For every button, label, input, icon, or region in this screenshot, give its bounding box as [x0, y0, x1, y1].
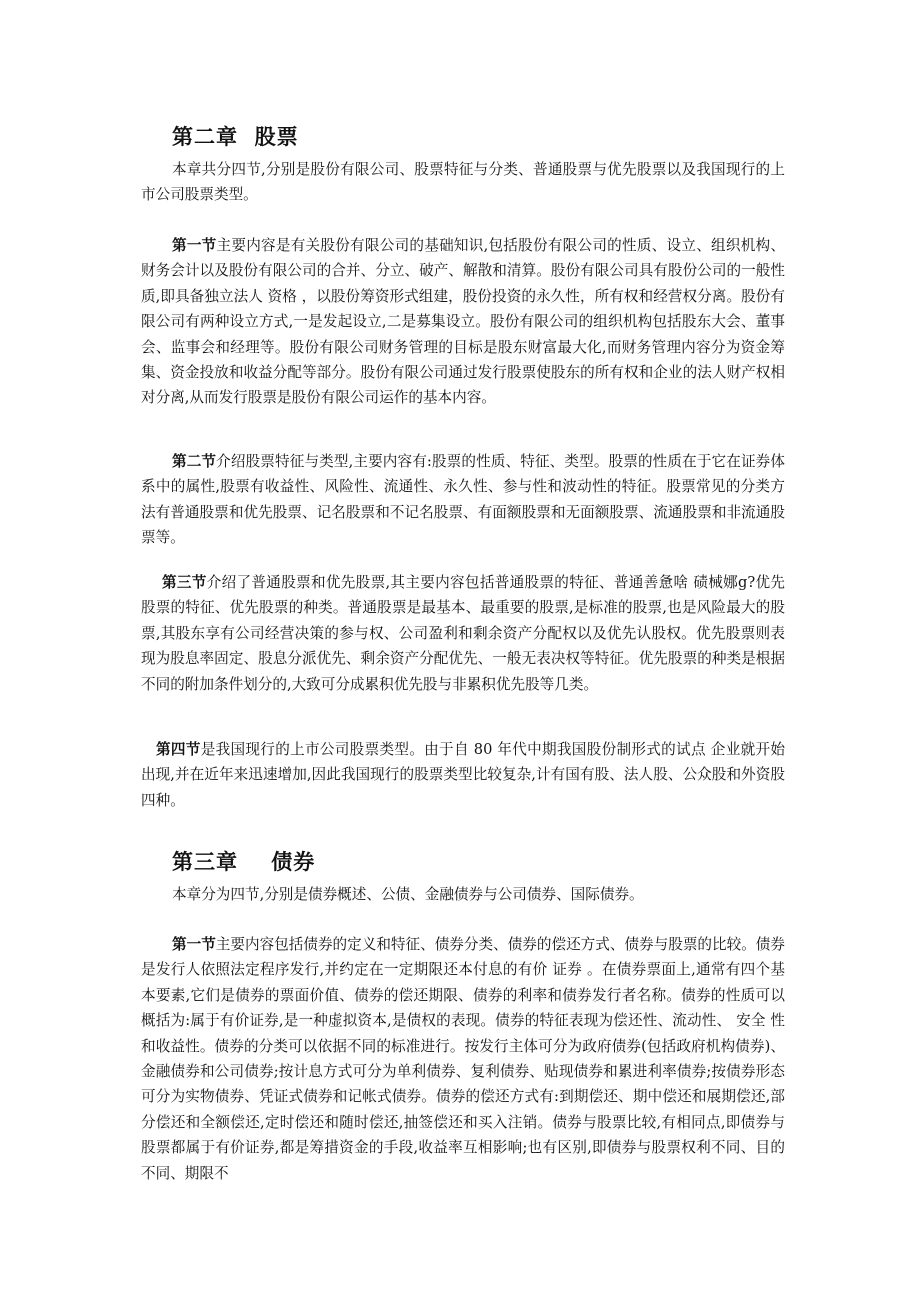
chapter-3-title: 第三章 债券: [172, 850, 316, 874]
section-lead: 第四节: [156, 741, 201, 758]
section-text: 是我国现行的上市公司股票类型。由于自 80 年代中期我国股份制形式的试点 企业就开始出现,并在近年来迅速增加,因此我国现行的股票类型比较复杂,计有国有股、法人股、公众股和外资股四种。: [141, 741, 785, 809]
chapter-3-section-1: [141, 932, 785, 1186]
chapter-2-section-2: [141, 449, 785, 551]
section-lead: 第三节: [162, 574, 207, 591]
chapter-2-title: 第二章 股票: [172, 125, 299, 149]
section-lead: 第二节: [172, 453, 217, 470]
section-text: 主要内容包括债券的定义和特征、债券分类、债券的偿还方式、债券与股票的比较。债券是发行人依照法定程序发行,并约定在一定期限还本付息的有价 证券 。在债券票面上,通常有四个基本要素,它们是债券的票面价值、债券的偿还期限、债券的利率和债券发行者名称。债券的性质可以概括为:属于有价证券,是一种虚拟资本,是债权的表现。债券的特征表现为偿还性、流动性、 安全 性和收益性。债券的分类可以依据不同的标准进行。按发行主体可分为政府债券(包括政府机构债券)、金融债券和公司债券;按计息方式可分为单利债券、复利债券、贴现债券和累进利率债券;按债券形态可分为实物债券、凭证式债券和记帐式债券。债券的偿还方式有:到期偿还、期中偿还和展期偿还,部分偿还和全额偿还,定时偿还和随时偿还,抽签偿还和买入注销。债券与股票比较,有相同点,即债券与股票都属于有价证券,都是筹措资金的手段,收益率互相影响;也有区别,即债券与股票权利不同、目的不同、期限不: [141, 936, 785, 1182]
section-text: 主要内容是有关股份有限公司的基础知识,包括股份有限公司的性质、设立、组织机构、财务会计以及股份有限公司的合并、分立、破产、解散和清算。股份有限公司具有股份公司的一般性质,即具备独立法人 资格 ，以股份筹资形式组建，股份投资的永久性，所有权和经营权分离。股份有限公司有两种设立方式,一是发起设立,二是募集设立。股份有限公司的组织机构包括股东大会、董事会、监事会和经理等。股份有限公司财务管理的目标是股东财富最大化,而财务管理内容分为资金筹集、资金投放和收益分配等部分。股份有限公司通过发行股票使股东的所有权和企业的法人财产权相对分离,从而发行股票是股份有限公司运作的基本内容。: [141, 237, 785, 407]
section-text: 介绍股票特征与类型,主要内容有:股票的性质、特征、类型。股票的性质在于它在证券体系中的属性,股票有收益性、风险性、流通性、永久性、参与性和波动性的特征。股票常见的分类方法有普通股票和优先股票、记名股票和不记名股票、有面额股票和无面额股票、流通股票和非流通股票等。: [141, 453, 785, 547]
chapter-3-intro: 本章分为四节,分别是债券概述、公债、金融债券与公司债券、国际债券。: [172, 886, 644, 903]
section-text: 介绍了普通股票和优先股票,其主要内容包括普通股票的特征、普通善惫啥 碛械娜g?优先股票的特征、优先股票的种类。普通股票是最基本、最重要的股票,是标准的股票,也是风险最大的股票,其股东享有公司经营决策的参与权、公司盈利和剩余资产分配权以及优先认股权。优先股票则表现为股息率固定、股息分派优先、剩余资产分配优先、一般无表决权等特征。优先股票的种类是根据不同的附加条件划分的,大致可分成累积优先股与非累积优先股等几类。: [141, 574, 785, 693]
chapter-2-section-3: [141, 570, 785, 697]
section-lead: 第一节: [172, 237, 217, 254]
section-lead: 第一节: [172, 936, 216, 953]
chapter-2-section-4: [141, 737, 785, 813]
chapter-2-intro: 本章共分四节,分别是股份有限公司、股票特征与分类、普通股票与优先股票以及我国现行的上市公司股票类型。: [141, 161, 785, 204]
chapter-2-section-1: [141, 233, 785, 411]
